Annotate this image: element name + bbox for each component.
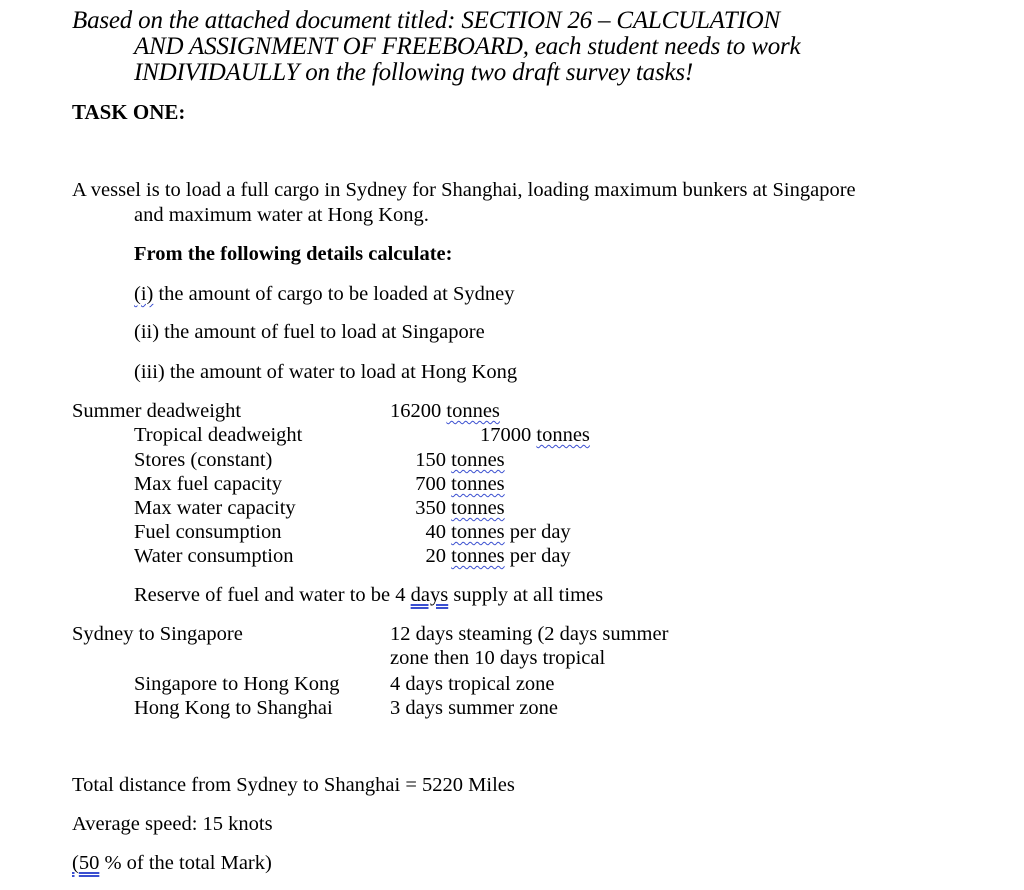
reserve-line (134, 583, 603, 608)
intro-line-1: Based on the attached document titled: SECTION 26 – CALCULATION (72, 7, 780, 34)
particular-value (390, 544, 571, 569)
particular-number: 16200 (390, 400, 442, 422)
mark-value (72, 852, 99, 874)
question-2: (ii) the amount of fuel to load at Singapore (134, 321, 485, 343)
particular-unit: tonnes (451, 473, 505, 495)
mark-weight (72, 851, 272, 876)
particular-unit: tonnes (451, 521, 505, 543)
problem-line-1: A vessel is to load a full cargo in Sydney for Shanghai, loading maximum bunkers at Singapore (72, 179, 856, 201)
particular-number: 20 (425, 545, 446, 567)
voyage-detail: 4 days tropical zone (390, 673, 555, 695)
calc-heading: From the following details calculate: (134, 243, 453, 265)
question-1 (134, 282, 514, 307)
particular-value (480, 423, 590, 448)
particular-label: Summer deadweight (72, 400, 242, 422)
particular-value (390, 472, 505, 497)
mark-rest: % of the total Mark) (104, 852, 272, 874)
task-title: TASK ONE: (72, 100, 186, 124)
particular-value (390, 399, 500, 424)
voyage-detail: 12 days steaming (2 days summer (390, 623, 669, 645)
particular-unit: tonnes (451, 497, 505, 519)
question-1-mark: (i) (134, 283, 154, 305)
particular-label: Max fuel capacity (134, 473, 282, 495)
particular-label: Max water capacity (134, 497, 296, 519)
particular-number: 700 (415, 473, 446, 495)
particular-label: Water consumption (134, 545, 294, 567)
particular-suffix: per day (509, 545, 571, 567)
particular-unit: tonnes (446, 400, 500, 422)
particular-label: Fuel consumption (134, 521, 282, 543)
particular-label: Stores (constant) (134, 449, 273, 471)
voyage-leg: Singapore to Hong Kong (134, 673, 340, 695)
voyage-detail: 3 days summer zone (390, 697, 558, 719)
particular-unit: tonnes (451, 545, 505, 567)
particular-value (390, 448, 505, 473)
reserve-days: days (410, 584, 449, 606)
particular-number: 150 (415, 449, 446, 471)
particular-unit: tonnes (451, 449, 505, 471)
reserve-after: supply at all times (453, 584, 604, 606)
particular-value (390, 496, 505, 521)
average-speed: Average speed: 15 knots (72, 813, 273, 835)
particular-suffix: per day (509, 521, 571, 543)
total-distance: Total distance from Sydney to Shanghai = 5220 Miles (72, 774, 515, 796)
voyage-leg: Hong Kong to Shanghai (134, 697, 333, 719)
problem-line-2: and maximum water at Hong Kong. (134, 204, 429, 226)
question-3: (iii) the amount of water to load at Hong Kong (134, 361, 518, 383)
particular-unit: tonnes (536, 424, 590, 446)
voyage-detail: zone then 10 days tropical (390, 647, 606, 669)
particular-label: Tropical deadweight (134, 424, 303, 446)
mark-open: ( (72, 852, 79, 874)
particular-number: 350 (415, 497, 446, 519)
reserve-before: Reserve of fuel and water to be 4 (134, 584, 406, 606)
voyage-leg: Sydney to Singapore (72, 623, 243, 645)
intro-line-2: AND ASSIGNMENT OF FREEBOARD, each student needs to work (134, 33, 801, 60)
particular-number: 40 (425, 521, 446, 543)
mark-number: 50 (78, 852, 100, 874)
particular-value (390, 520, 571, 545)
particular-number: 17000 (480, 424, 532, 446)
question-1-text: the amount of cargo to be loaded at Sydney (158, 283, 515, 305)
intro-line-3: INDIVIDAULLY on the following two draft survey tasks! (134, 59, 694, 86)
